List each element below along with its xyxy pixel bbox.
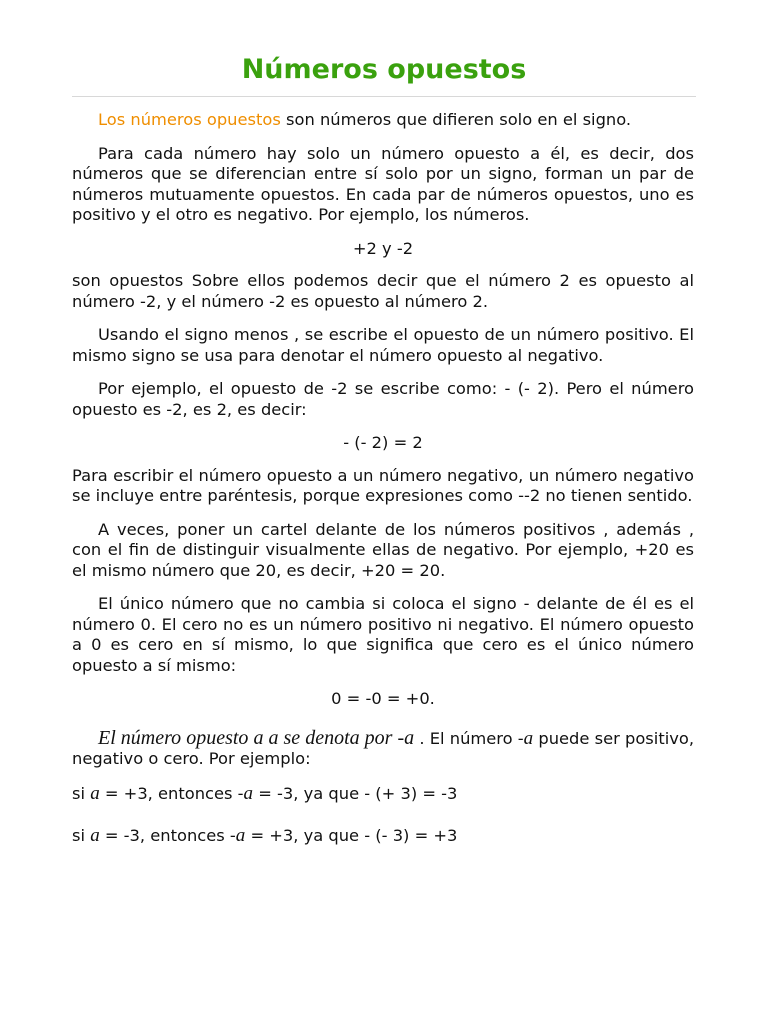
paragraph-example: Por ejemplo, el opuesto de -2 se escribe como: - (- 2). Pero el número opuesto es -2, es 2, es decir:	[72, 379, 694, 419]
title-divider	[72, 96, 696, 97]
example-mid: = +3, entonces -	[99, 783, 244, 803]
paragraph-pairs: Para cada número hay solo un número opuesto a él, es decir, dos números que se diferencian entre sí solo por un signo, forman un par de números mutuamente opuestos. En cada par de números opuestos, uno es positivo y el otro es negativo. Por ejemplo, los números.	[72, 143, 694, 224]
notation-italic: El número opuesto a a se denota por -a	[98, 726, 415, 749]
page-title: Números opuestos	[241, 54, 527, 85]
example-var: a	[90, 782, 100, 804]
definition-text: son números que difieren solo en el signo.	[280, 110, 632, 129]
equation-double-negative: - (- 2) = 2	[343, 433, 423, 452]
notation-text-2: puede ser positivo, negativo o cero. Por ejemplo:	[72, 728, 694, 768]
example-var: a	[243, 782, 254, 804]
example-prefix: si	[72, 826, 91, 845]
highlighted-term: Los números opuestos	[98, 110, 281, 129]
equation-zero: 0 = -0 = +0.	[331, 689, 435, 708]
paragraph-minus-sign: Usando el signo menos , se escribe el opuesto de un número positivo. El mismo signo se usa para denotar el número opuesto al negativo.	[72, 325, 694, 365]
equation-pair: +2 y -2	[352, 238, 414, 258]
paragraph-parentheses: Para escribir el número opuesto a un número negativo, un número negativo se incluye entre paréntesis, porque expresiones como --2 no tienen sentido.	[72, 465, 694, 505]
example-result: = -3, ya que - (+ 3) = -3	[253, 783, 458, 803]
article-body	[72, 110, 694, 869]
example-negative	[72, 826, 694, 847]
example-var: a	[90, 825, 100, 846]
paragraph-plus-sign: A veces, poner un cartel delante de los números positivos , además , con el fin de distinguir visualmente ellas de negativo. Por ejemplo, +20 es el mismo número que 20, es decir, +20 = 20.	[72, 519, 694, 580]
paragraph-zero: El único número que no cambia si coloca el signo - delante de él es el número 0. El cero no es un número positivo ni negativo. El número opuesto a 0 es cero en sí mismo, lo que significa que cero es el único número opuesto a sí mismo:	[72, 594, 694, 675]
example-positive	[72, 784, 694, 805]
example-prefix: si	[72, 783, 91, 803]
paragraph-definition	[72, 110, 694, 131]
notation-text-1: . El número -	[414, 728, 524, 748]
example-result: = +3, ya que - (- 3) = +3	[245, 826, 458, 845]
paragraph-opposites: son opuestos Sobre ellos podemos decir que el número 2 es opuesto al número -2, y el número -2 es opuesto al número 2.	[72, 271, 694, 311]
paragraph-notation	[72, 728, 694, 770]
example-mid: = -3, entonces -	[99, 826, 236, 845]
example-var: a	[235, 825, 246, 846]
notation-var: a	[523, 727, 534, 749]
